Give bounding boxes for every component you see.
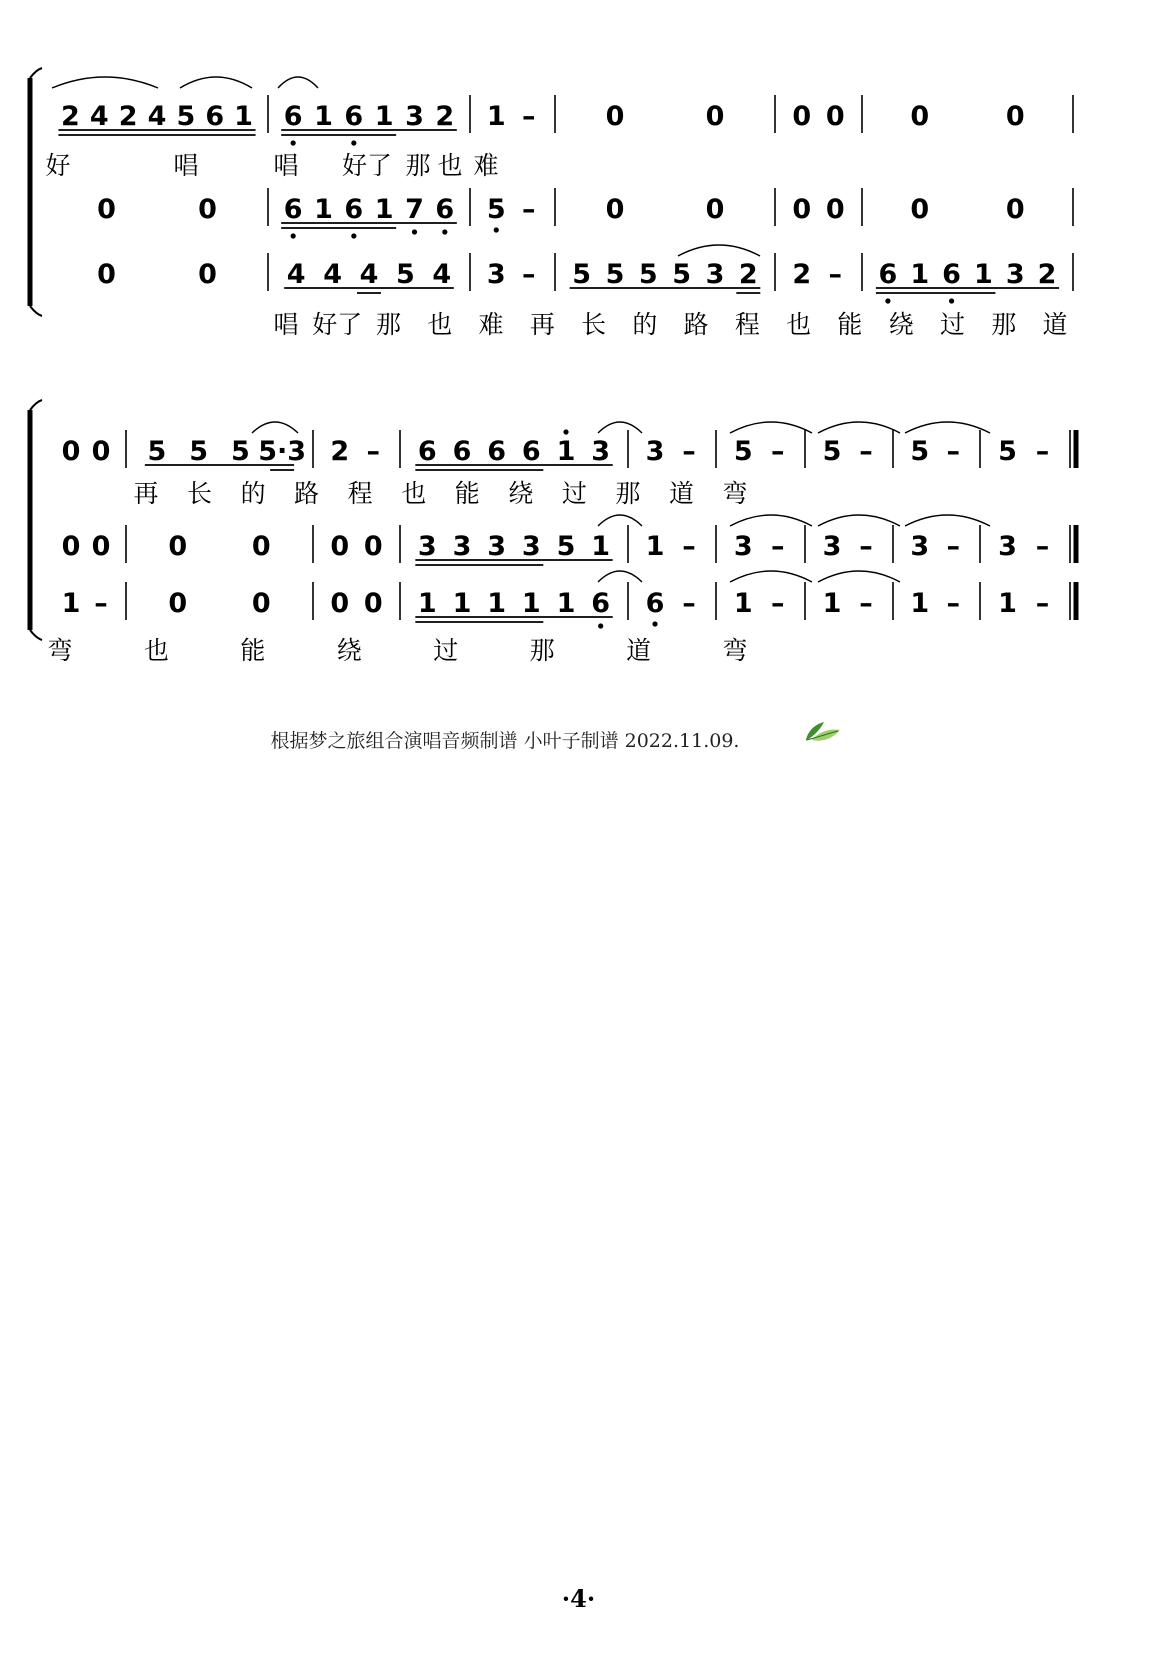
lyric-syllable: 唱 bbox=[173, 151, 199, 180]
note: – bbox=[946, 588, 960, 619]
slur bbox=[905, 515, 990, 526]
note: 3 bbox=[417, 531, 437, 562]
lyric-syllable: 也 bbox=[786, 310, 812, 339]
note: 3 bbox=[1005, 259, 1025, 290]
note: 0 bbox=[198, 259, 217, 290]
lyric-syllable: 那 bbox=[376, 310, 402, 339]
note: 0 bbox=[251, 531, 271, 562]
lyric-syllable: 再 bbox=[529, 310, 555, 339]
note: – bbox=[522, 194, 536, 225]
lyric-syllable: 绕 bbox=[336, 636, 362, 665]
note: – bbox=[946, 531, 960, 562]
lyric-syllable: 的 bbox=[240, 479, 266, 508]
note: 5 bbox=[486, 194, 506, 225]
note: 0 bbox=[168, 531, 188, 562]
note: – bbox=[771, 436, 785, 467]
note: 6 bbox=[417, 436, 437, 467]
note: 4 bbox=[147, 101, 167, 132]
note: 4 bbox=[359, 259, 379, 290]
note: 1 bbox=[910, 259, 930, 290]
slur bbox=[52, 77, 158, 88]
lyric-syllable: 好了 bbox=[341, 151, 393, 180]
system-bracket-bottom bbox=[30, 306, 42, 316]
octave-dot-below bbox=[291, 140, 296, 145]
note: – bbox=[682, 436, 696, 467]
note: 2 bbox=[1037, 259, 1057, 290]
note: 4 bbox=[286, 259, 306, 290]
note: 1 bbox=[591, 531, 611, 562]
note: 2 bbox=[792, 259, 812, 290]
note: 1 bbox=[556, 436, 576, 467]
lyric-syllable: 长 bbox=[581, 310, 607, 339]
note: 0 bbox=[330, 531, 350, 562]
note: – bbox=[522, 101, 536, 132]
lyric-syllable: 那 bbox=[991, 310, 1017, 339]
note: 1 bbox=[910, 588, 930, 619]
slur bbox=[730, 571, 812, 582]
note: 6 bbox=[591, 588, 611, 619]
lyric-syllable: 过 bbox=[433, 636, 459, 665]
lyric-syllable: 难 bbox=[473, 151, 499, 180]
note: 0 bbox=[198, 194, 217, 225]
octave-dot-below bbox=[351, 140, 356, 145]
system-bracket-top bbox=[30, 400, 42, 410]
note: 0 bbox=[792, 101, 812, 132]
lyric-syllable: 那 bbox=[529, 636, 555, 665]
note: 1 bbox=[417, 588, 437, 619]
note: 0 bbox=[97, 194, 116, 225]
slur bbox=[180, 77, 252, 88]
slur bbox=[730, 515, 812, 526]
lyric-syllable: 能 bbox=[837, 310, 863, 339]
lyric-syllable: 长 bbox=[187, 479, 213, 508]
note: 5 bbox=[822, 436, 842, 467]
note: 3 bbox=[521, 531, 541, 562]
octave-dot-below bbox=[949, 298, 954, 303]
note: 0 bbox=[825, 194, 845, 225]
lyric-syllable: 再 bbox=[133, 479, 159, 508]
note: – bbox=[828, 259, 842, 290]
octave-dot-below bbox=[598, 623, 603, 628]
note: 6 bbox=[942, 259, 961, 290]
lyric-syllable: 绕 bbox=[508, 479, 534, 508]
lyric-syllable: 道 bbox=[626, 636, 652, 665]
note: – bbox=[94, 588, 108, 619]
note: 0 bbox=[705, 194, 725, 225]
lyric-syllable: 弯 bbox=[47, 636, 73, 665]
lyric-syllable: 唱 bbox=[273, 310, 299, 339]
note: 6 bbox=[205, 101, 225, 132]
note: – bbox=[1035, 436, 1050, 467]
note: 0 bbox=[61, 436, 81, 467]
note: 0 bbox=[910, 101, 930, 132]
note: 0 bbox=[910, 194, 930, 225]
lyric-syllable: 过 bbox=[561, 479, 587, 508]
lyric-syllable: 难 bbox=[478, 310, 504, 339]
note: 5 bbox=[230, 436, 250, 467]
note: 1 bbox=[822, 588, 842, 619]
note: 3 bbox=[910, 531, 930, 562]
lyric-syllable: 也 bbox=[401, 479, 427, 508]
note: 2 bbox=[738, 259, 758, 290]
note: 0 bbox=[792, 194, 812, 225]
note: 0 bbox=[705, 101, 725, 132]
note: 6 bbox=[645, 588, 665, 619]
note: 0 bbox=[97, 259, 116, 290]
note: 2 bbox=[435, 101, 455, 132]
lyric-syllable: 过 bbox=[939, 310, 965, 339]
note: 1 bbox=[486, 101, 506, 132]
note: – bbox=[771, 531, 785, 562]
note: 4 bbox=[432, 259, 452, 290]
lyric-syllable: 也 bbox=[143, 636, 169, 665]
note: 5·3 bbox=[258, 436, 307, 467]
note: 2 bbox=[61, 101, 80, 132]
note: 0 bbox=[605, 101, 625, 132]
note: 3 bbox=[452, 531, 472, 562]
note: 3 bbox=[822, 531, 842, 562]
note: 5 bbox=[396, 259, 415, 290]
lyric-syllable: 程 bbox=[347, 479, 373, 508]
note: 1 bbox=[556, 588, 576, 619]
note: – bbox=[1035, 588, 1050, 619]
note: – bbox=[946, 436, 960, 467]
note: 5 bbox=[998, 436, 1017, 467]
octave-dot-below bbox=[885, 298, 890, 303]
note: 1 bbox=[61, 588, 81, 619]
note: 1 bbox=[733, 588, 753, 619]
note: 6 bbox=[283, 101, 303, 132]
note: 0 bbox=[91, 436, 111, 467]
octave-dot-below bbox=[412, 229, 417, 234]
note: 0 bbox=[251, 588, 271, 619]
lyric-syllable: 路 bbox=[294, 479, 320, 508]
note: 0 bbox=[363, 588, 383, 619]
numbered-notation-score bbox=[0, 0, 1157, 700]
lyric-syllable: 也 bbox=[437, 151, 463, 180]
lyric-syllable: 路 bbox=[683, 310, 709, 339]
note: 5 bbox=[147, 436, 167, 467]
note: 3 bbox=[645, 436, 665, 467]
octave-dot-below bbox=[291, 233, 296, 238]
note: 5 bbox=[733, 436, 753, 467]
note: 0 bbox=[1005, 101, 1025, 132]
slur bbox=[598, 515, 642, 526]
note: 3 bbox=[486, 259, 506, 290]
octave-dot-below bbox=[652, 621, 657, 626]
lyric-syllable: 唱 bbox=[273, 151, 299, 180]
lyric-syllable: 能 bbox=[454, 479, 480, 508]
note: 6 bbox=[283, 194, 303, 225]
note: – bbox=[771, 588, 785, 619]
system-bracket-bottom bbox=[30, 630, 42, 640]
lyric-syllable: 程 bbox=[734, 310, 760, 339]
note: – bbox=[859, 436, 873, 467]
lyric-syllable: 好 bbox=[45, 151, 71, 180]
note: 4 bbox=[323, 259, 342, 290]
note: – bbox=[859, 588, 873, 619]
note: 5 bbox=[556, 531, 576, 562]
octave-dot-below bbox=[494, 227, 499, 232]
note: 3 bbox=[998, 531, 1017, 562]
slur bbox=[730, 422, 812, 433]
note: 6 bbox=[435, 194, 455, 225]
note: 1 bbox=[974, 259, 993, 290]
note: 5 bbox=[176, 101, 196, 132]
note: 6 bbox=[452, 436, 472, 467]
note: 1 bbox=[234, 101, 253, 132]
lyric-syllable: 好了 bbox=[312, 310, 363, 339]
note: 5 bbox=[605, 259, 625, 290]
transcription-credit: 根据梦之旅组合演唱音频制谱 小叶子制谱 2022.11.09. bbox=[270, 730, 740, 752]
lyric-syllable: 能 bbox=[240, 636, 266, 665]
note: 4 bbox=[89, 101, 109, 132]
leaf-icon bbox=[802, 718, 844, 744]
note: 1 bbox=[998, 588, 1017, 619]
note: 3 bbox=[733, 531, 753, 562]
note: 0 bbox=[363, 531, 383, 562]
note: 6 bbox=[344, 101, 364, 132]
note: 7 bbox=[405, 194, 424, 225]
note: 5 bbox=[672, 259, 692, 290]
note: 1 bbox=[374, 101, 394, 132]
slur bbox=[818, 515, 900, 526]
note: – bbox=[682, 588, 696, 619]
octave-dot-above bbox=[563, 429, 568, 434]
note: – bbox=[522, 259, 536, 290]
note: 0 bbox=[91, 531, 111, 562]
note: 5 bbox=[189, 436, 209, 467]
note: 1 bbox=[314, 101, 333, 132]
note: 1 bbox=[374, 194, 394, 225]
slur bbox=[252, 422, 298, 433]
note: 0 bbox=[1005, 194, 1025, 225]
note: 3 bbox=[487, 531, 507, 562]
slur bbox=[598, 571, 642, 582]
slur bbox=[905, 422, 990, 433]
note: 1 bbox=[487, 588, 507, 619]
note: 3 bbox=[405, 101, 424, 132]
note: 0 bbox=[825, 101, 845, 132]
system-bracket-top bbox=[30, 68, 42, 78]
note: 3 bbox=[591, 436, 611, 467]
lyric-syllable: 那 bbox=[615, 479, 641, 508]
slur bbox=[678, 245, 760, 256]
note: 0 bbox=[605, 194, 625, 225]
slur bbox=[818, 422, 900, 433]
note: 5 bbox=[910, 436, 930, 467]
note: 6 bbox=[878, 259, 898, 290]
note: 6 bbox=[344, 194, 364, 225]
note: 1 bbox=[645, 531, 665, 562]
lyric-syllable: 道 bbox=[1042, 310, 1068, 339]
octave-dot-below bbox=[442, 229, 447, 234]
note: 0 bbox=[168, 588, 188, 619]
lyric-syllable: 那 bbox=[405, 151, 431, 180]
slur bbox=[818, 571, 900, 582]
slur bbox=[598, 422, 642, 433]
note: 1 bbox=[452, 588, 472, 619]
note: 2 bbox=[330, 436, 350, 467]
lyric-syllable: 的 bbox=[632, 310, 658, 339]
note: 2 bbox=[118, 101, 138, 132]
note: 1 bbox=[521, 588, 541, 619]
note: 1 bbox=[314, 194, 333, 225]
note: 5 bbox=[572, 259, 592, 290]
note: 6 bbox=[487, 436, 507, 467]
octave-dot-below bbox=[351, 233, 356, 238]
note: 6 bbox=[521, 436, 541, 467]
lyric-syllable: 弯 bbox=[722, 636, 748, 665]
note: – bbox=[1035, 531, 1050, 562]
lyric-syllable: 绕 bbox=[888, 310, 914, 339]
page-number: ·4· bbox=[561, 1584, 596, 1613]
lyric-syllable: 也 bbox=[427, 310, 453, 339]
note: – bbox=[859, 531, 873, 562]
note: 0 bbox=[330, 588, 350, 619]
lyric-syllable: 弯 bbox=[722, 479, 748, 508]
slur bbox=[278, 77, 318, 88]
note: 5 bbox=[638, 259, 658, 290]
note: – bbox=[366, 436, 380, 467]
lyric-syllable: 道 bbox=[668, 479, 694, 508]
note: 0 bbox=[61, 531, 81, 562]
note: 3 bbox=[705, 259, 725, 290]
note: – bbox=[682, 531, 696, 562]
